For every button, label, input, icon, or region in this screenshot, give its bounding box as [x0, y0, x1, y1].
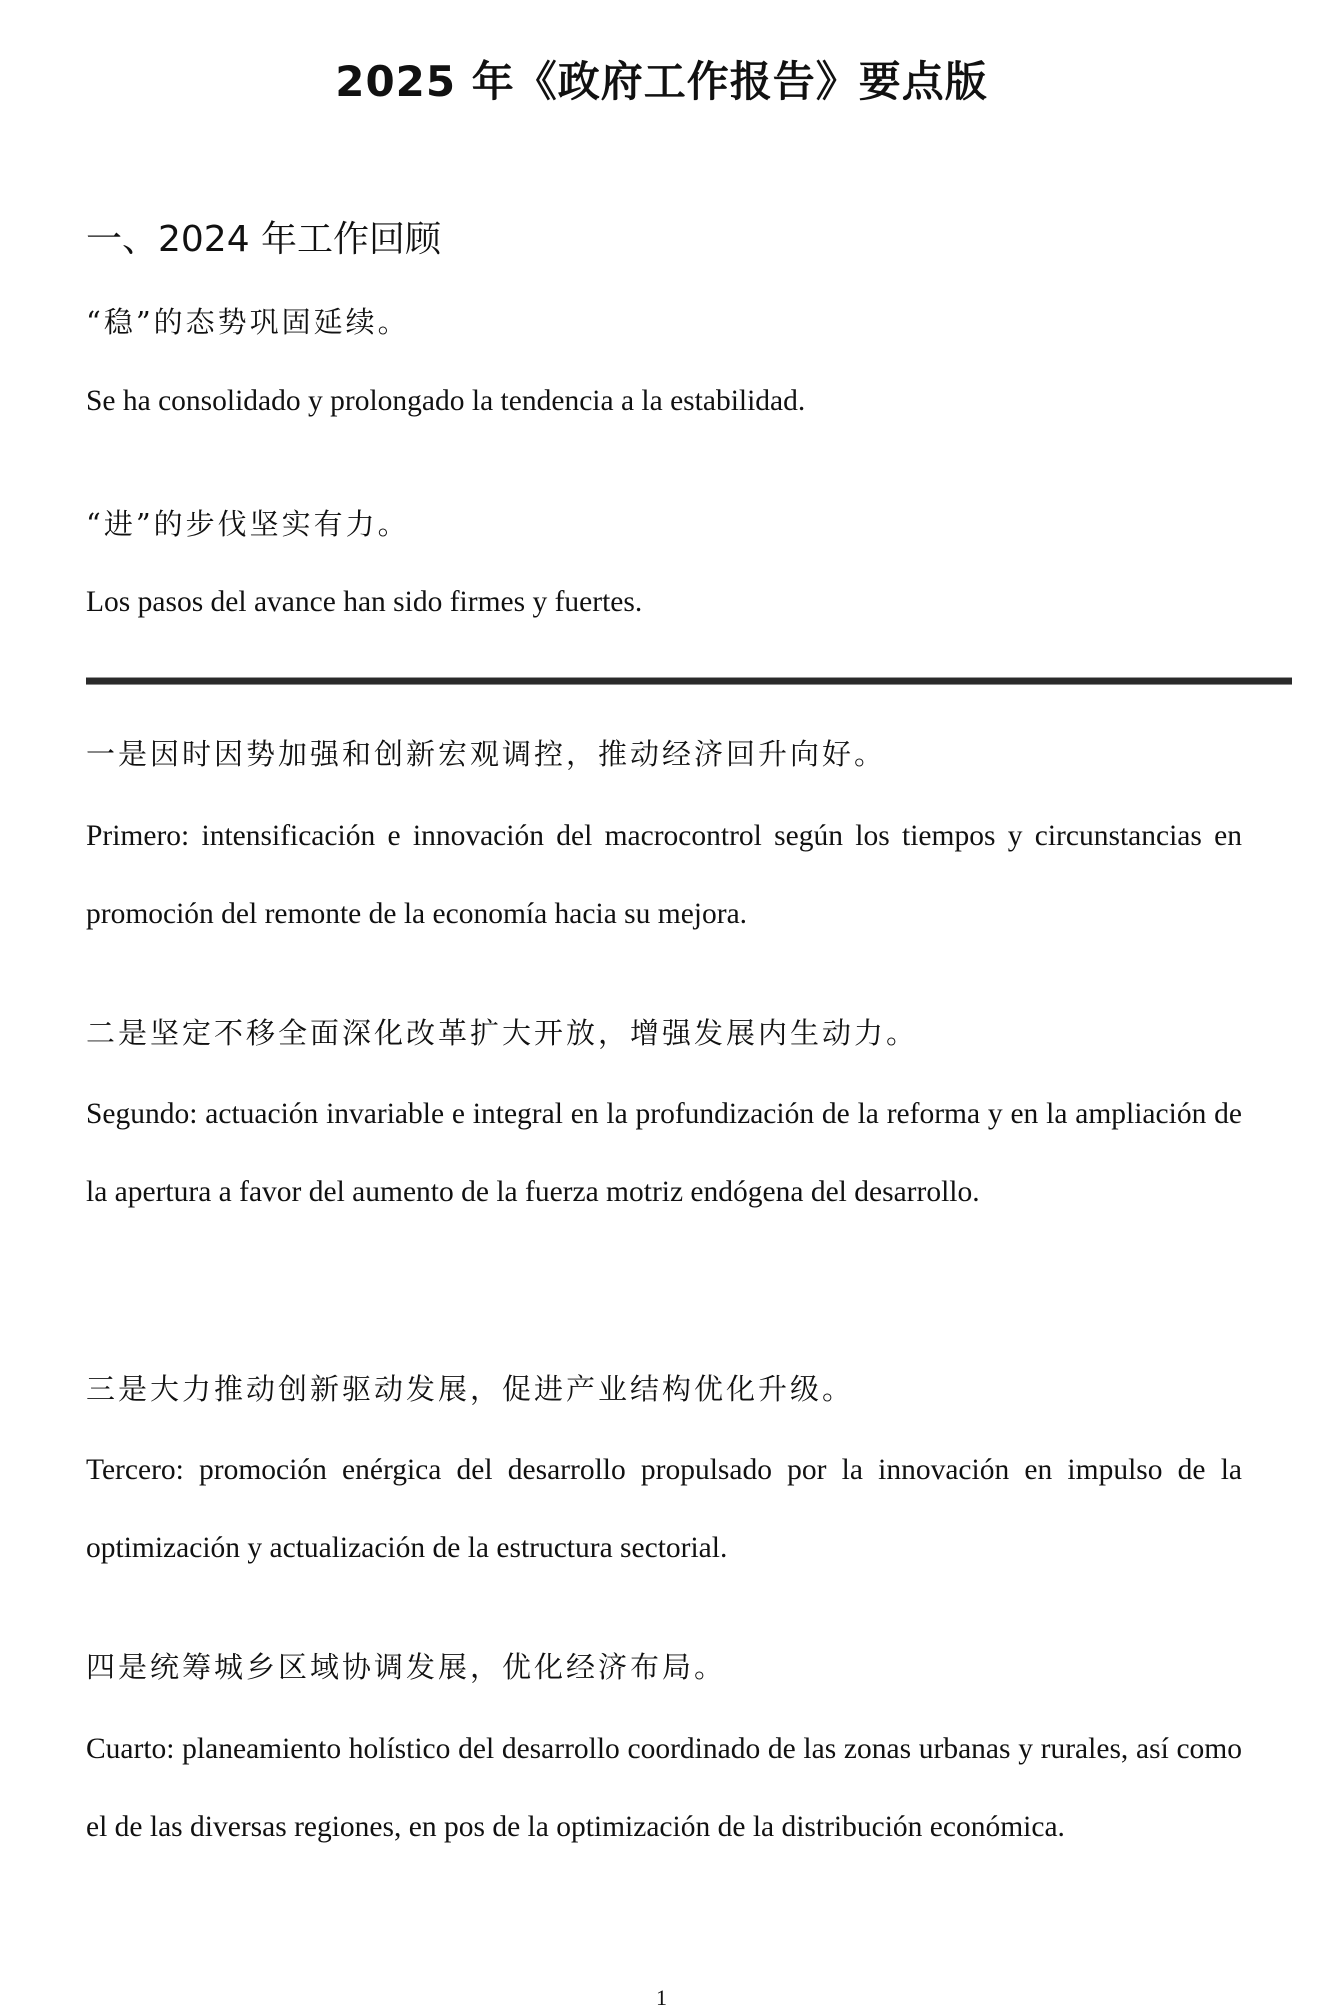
- point-2-chinese: 二是坚定不移全面深化改革扩大开放，增强发展内生动力。: [86, 1016, 919, 1050]
- point-3-chinese: 三是大力推动创新驱动发展，促进产业结构优化升级。: [86, 1372, 855, 1406]
- point-4-chinese: 四是统筹城乡区域协调发展，优化经济布局。: [86, 1650, 727, 1684]
- section-heading-review: 一、2024 年工作回顾: [86, 219, 442, 260]
- review-item-1-chinese: “稳”的态势巩固延续。: [86, 305, 410, 339]
- point-1-chinese: 一是因时因势加强和创新宏观调控，推动经济回升向好。: [86, 737, 887, 771]
- point-1-spanish: Primero: intensificación e innovación del macrocontrol según los tiempos y circunstancias en promoción del remonte de la economía hacia su mejora.: [86, 820, 1242, 930]
- page-number: 1: [656, 1985, 667, 2010]
- point-4-spanish: Cuarto: planeamiento holístico del desarrollo coordinado de las zonas urbanas y rurales, así como el de las diversas regiones, en pos de la optimización de la distribución económica.: [86, 1733, 1242, 1843]
- section-divider: [86, 678, 1292, 684]
- review-item-2-spanish: Los pasos del avance han sido firmes y fuertes.: [86, 586, 643, 618]
- point-3-spanish: Tercero: promoción enérgica del desarrollo propulsado por la innovación en impulso de la optimización y actualización de la estructura sectorial.: [86, 1454, 1242, 1564]
- review-item-1-spanish: Se ha consolidado y prolongado la tendencia a la estabilidad.: [86, 385, 806, 417]
- document-title: 2025 年《政府工作报告》要点版: [335, 57, 988, 106]
- point-2-spanish: Segundo: actuación invariable e integral en la profundización de la reforma y en la ampliación de la apertura a favor del aumento de la fuerza motriz endógena del desarrollo.: [86, 1098, 1242, 1208]
- review-item-2-chinese: “进”的步伐坚实有力。: [86, 507, 410, 541]
